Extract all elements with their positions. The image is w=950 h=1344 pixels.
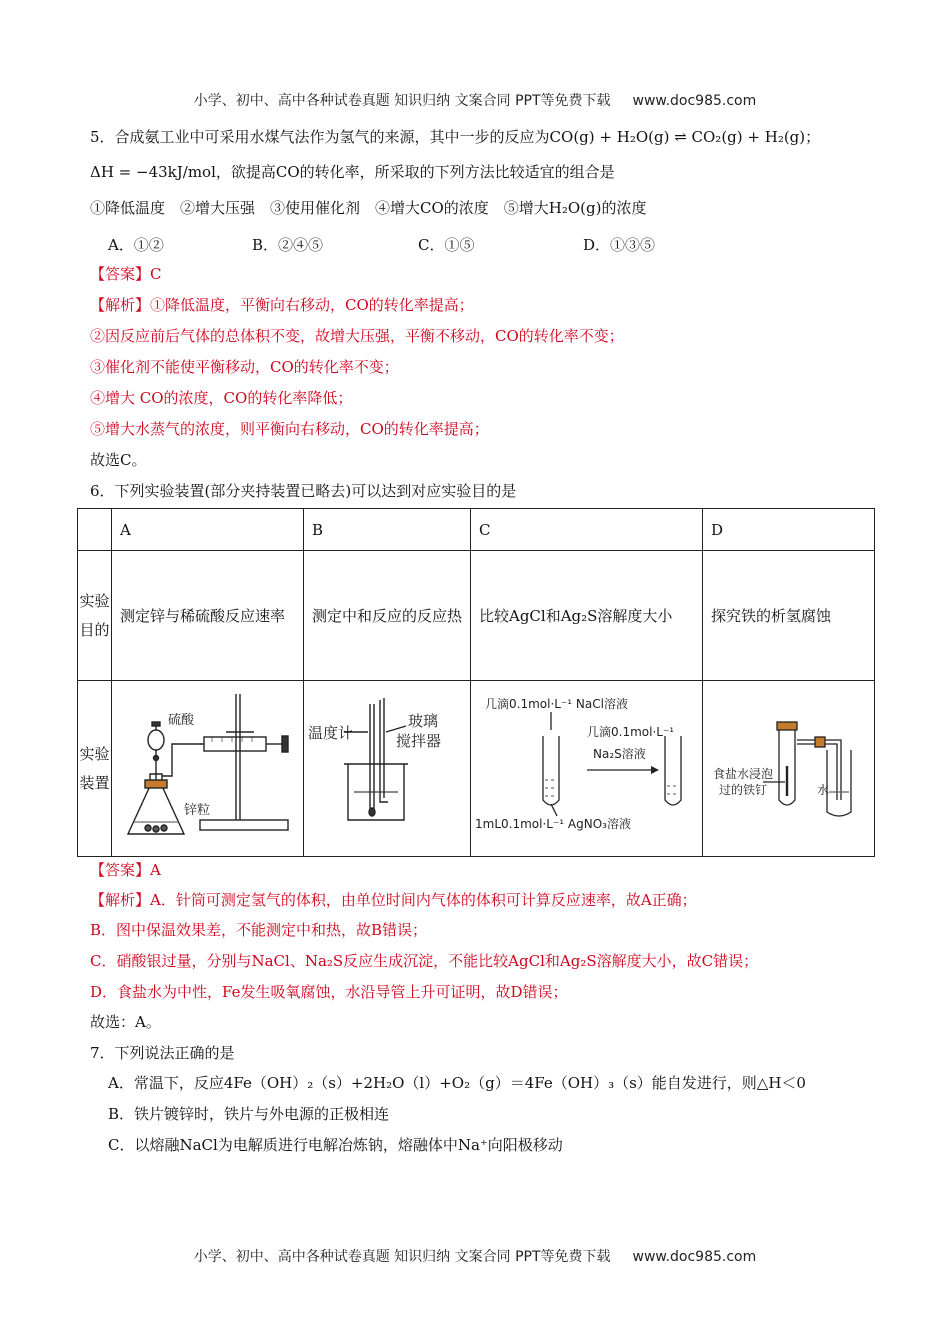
q7-stem: 7．下列说法正确的是 [90, 1044, 235, 1062]
header-url[interactable]: www.doc985.com [632, 93, 757, 109]
label-zinc: 锌粒 [184, 802, 211, 818]
q6-stem: 6．下列实验装置(部分夹持装置已略去)可以达到对应实验目的是 [90, 482, 517, 500]
q6-conclusion: 故选：A。 [90, 1013, 161, 1031]
q5-option-b: B．②④⑤ [252, 236, 324, 254]
table-header-row [78, 509, 875, 551]
label-nail-2: 过的铁钉 [719, 782, 768, 797]
footer-text: 小学、初中、高中各种试卷真题 知识归纳 文案合同 PPT等免费下载 [193, 1249, 611, 1265]
header-text: 小学、初中、高中各种试卷真题 知识归纳 文案合同 PPT等免费下载 [193, 93, 611, 109]
purpose-a: 测定锌与稀硫酸反应速率 [112, 551, 304, 681]
col-header-a: A [112, 509, 304, 551]
q5-option-c: C．①⑤ [418, 236, 475, 254]
label-na2s-solution: Na₂S溶液 [593, 746, 646, 761]
label-stirrer: 搅拌器 [396, 731, 442, 750]
corner-cell [78, 509, 112, 551]
label-nacl-drops: 几滴0.1mol·L⁻¹ NaCl溶液 [485, 696, 628, 711]
label-na2s-drops: 几滴0.1mol·L⁻¹ [587, 724, 675, 739]
q5-methods: ①降低温度 ②增大压强 ③使用催化剂 ④增大CO的浓度 ⑤增大H₂O(g)的浓度 [90, 199, 647, 217]
apparatus-b-figure [304, 682, 469, 852]
q6-analysis-2: B．图中保温效果差，不能测定中和热，故B错误； [90, 921, 428, 939]
purpose-row-label: 实验目的 [78, 551, 112, 681]
q7-option-b: B．铁片镀锌时，铁片与外电源的正极相连 [108, 1105, 390, 1123]
q5-option-a: A．①② [108, 236, 164, 254]
q6-analysis-4: D．食盐水为中性，Fe发生吸氧腐蚀，水沿导管上升可证明，故D错误； [90, 983, 568, 1001]
q5-analysis-1: 【解析】①降低温度，平衡向右移动，CO的转化率提高； [90, 296, 474, 314]
purpose-c: 比较AgCl和Ag₂S溶解度大小 [471, 551, 703, 681]
q7-option-c: C．以熔融NaCl为电解质进行电解冶炼钠，熔融体中Na⁺向阳极移动 [108, 1136, 563, 1154]
col-header-d: D [703, 509, 875, 551]
apparatus-a-figure [112, 682, 302, 852]
label-water: 水 [817, 782, 830, 797]
apparatus-c-figure [471, 682, 701, 852]
label-glass: 玻璃 [408, 711, 439, 730]
q5-analysis-2: ②因反应前后气体的总体积不变，故增大压强，平衡不移动，CO的转化率不变； [90, 327, 624, 345]
device-a [112, 681, 304, 857]
device-d [703, 681, 875, 857]
q7-option-a: A．常温下，反应4Fe（OH）₂（s）+2H₂O（l）+O₂（g）＝4Fe（OH）₃（s）能自发进行，则△H＜0 [108, 1074, 806, 1092]
q5-option-d: D．①③⑤ [583, 236, 656, 254]
q5-analysis-5: ⑤增大水蒸气的浓度，则平衡向右移动，CO的转化率提高； [90, 420, 489, 438]
q6-analysis-3: C．硝酸银过量，分别与NaCl、Na₂S反应生成沉淀，不能比较AgCl和Ag₂S溶解度大小，故C错误； [90, 952, 759, 970]
page-footer [0, 1246, 950, 1266]
q6-answer: 【答案】A [90, 861, 161, 879]
col-header-b: B [304, 509, 471, 551]
page-header [0, 90, 950, 110]
q5-stem-line1: 5．合成氨工业中可采用水煤气法作为氢气的来源，其中一步的反应为CO(g) + H₂O(g) ⇌ CO₂(g) + H₂(g)； [90, 128, 821, 146]
q5-analysis-4: ④增大 CO的浓度，CO的转化率降低； [90, 389, 353, 407]
device-c [471, 681, 703, 857]
q5-stem-line2: ΔH = −43kJ/mol，欲提高CO的转化率，所采取的下列方法比较适宜的组合是 [90, 163, 615, 181]
col-header-c: C [471, 509, 703, 551]
device-row-label: 实验装置 [78, 681, 112, 857]
device-b [304, 681, 471, 857]
label-agno3: 1mL0.1mol·L⁻¹ AgNO₃溶液 [475, 816, 631, 831]
q5-analysis-3: ③催化剂不能使平衡移动，CO的转化率不变； [90, 358, 399, 376]
q6-analysis-1: 【解析】A．针筒可测定氢气的体积，由单位时间内气体的体积可计算反应速率，故A正确； [90, 891, 697, 909]
apparatus-d-figure [703, 682, 873, 852]
footer-url[interactable]: www.doc985.com [632, 1249, 757, 1265]
label-nail-1: 食盐水浸泡 [713, 766, 774, 781]
purpose-b: 测定中和反应的反应热 [304, 551, 471, 681]
q5-answer: 【答案】C [90, 265, 162, 283]
label-thermometer: 温度计 [308, 723, 354, 742]
device-row [78, 681, 875, 857]
experiment-table [77, 508, 875, 857]
label-sulfuric-acid: 硫酸 [168, 712, 195, 728]
purpose-row [78, 551, 875, 681]
purpose-d: 探究铁的析氢腐蚀 [703, 551, 875, 681]
q5-conclusion: 故选C。 [90, 451, 147, 469]
